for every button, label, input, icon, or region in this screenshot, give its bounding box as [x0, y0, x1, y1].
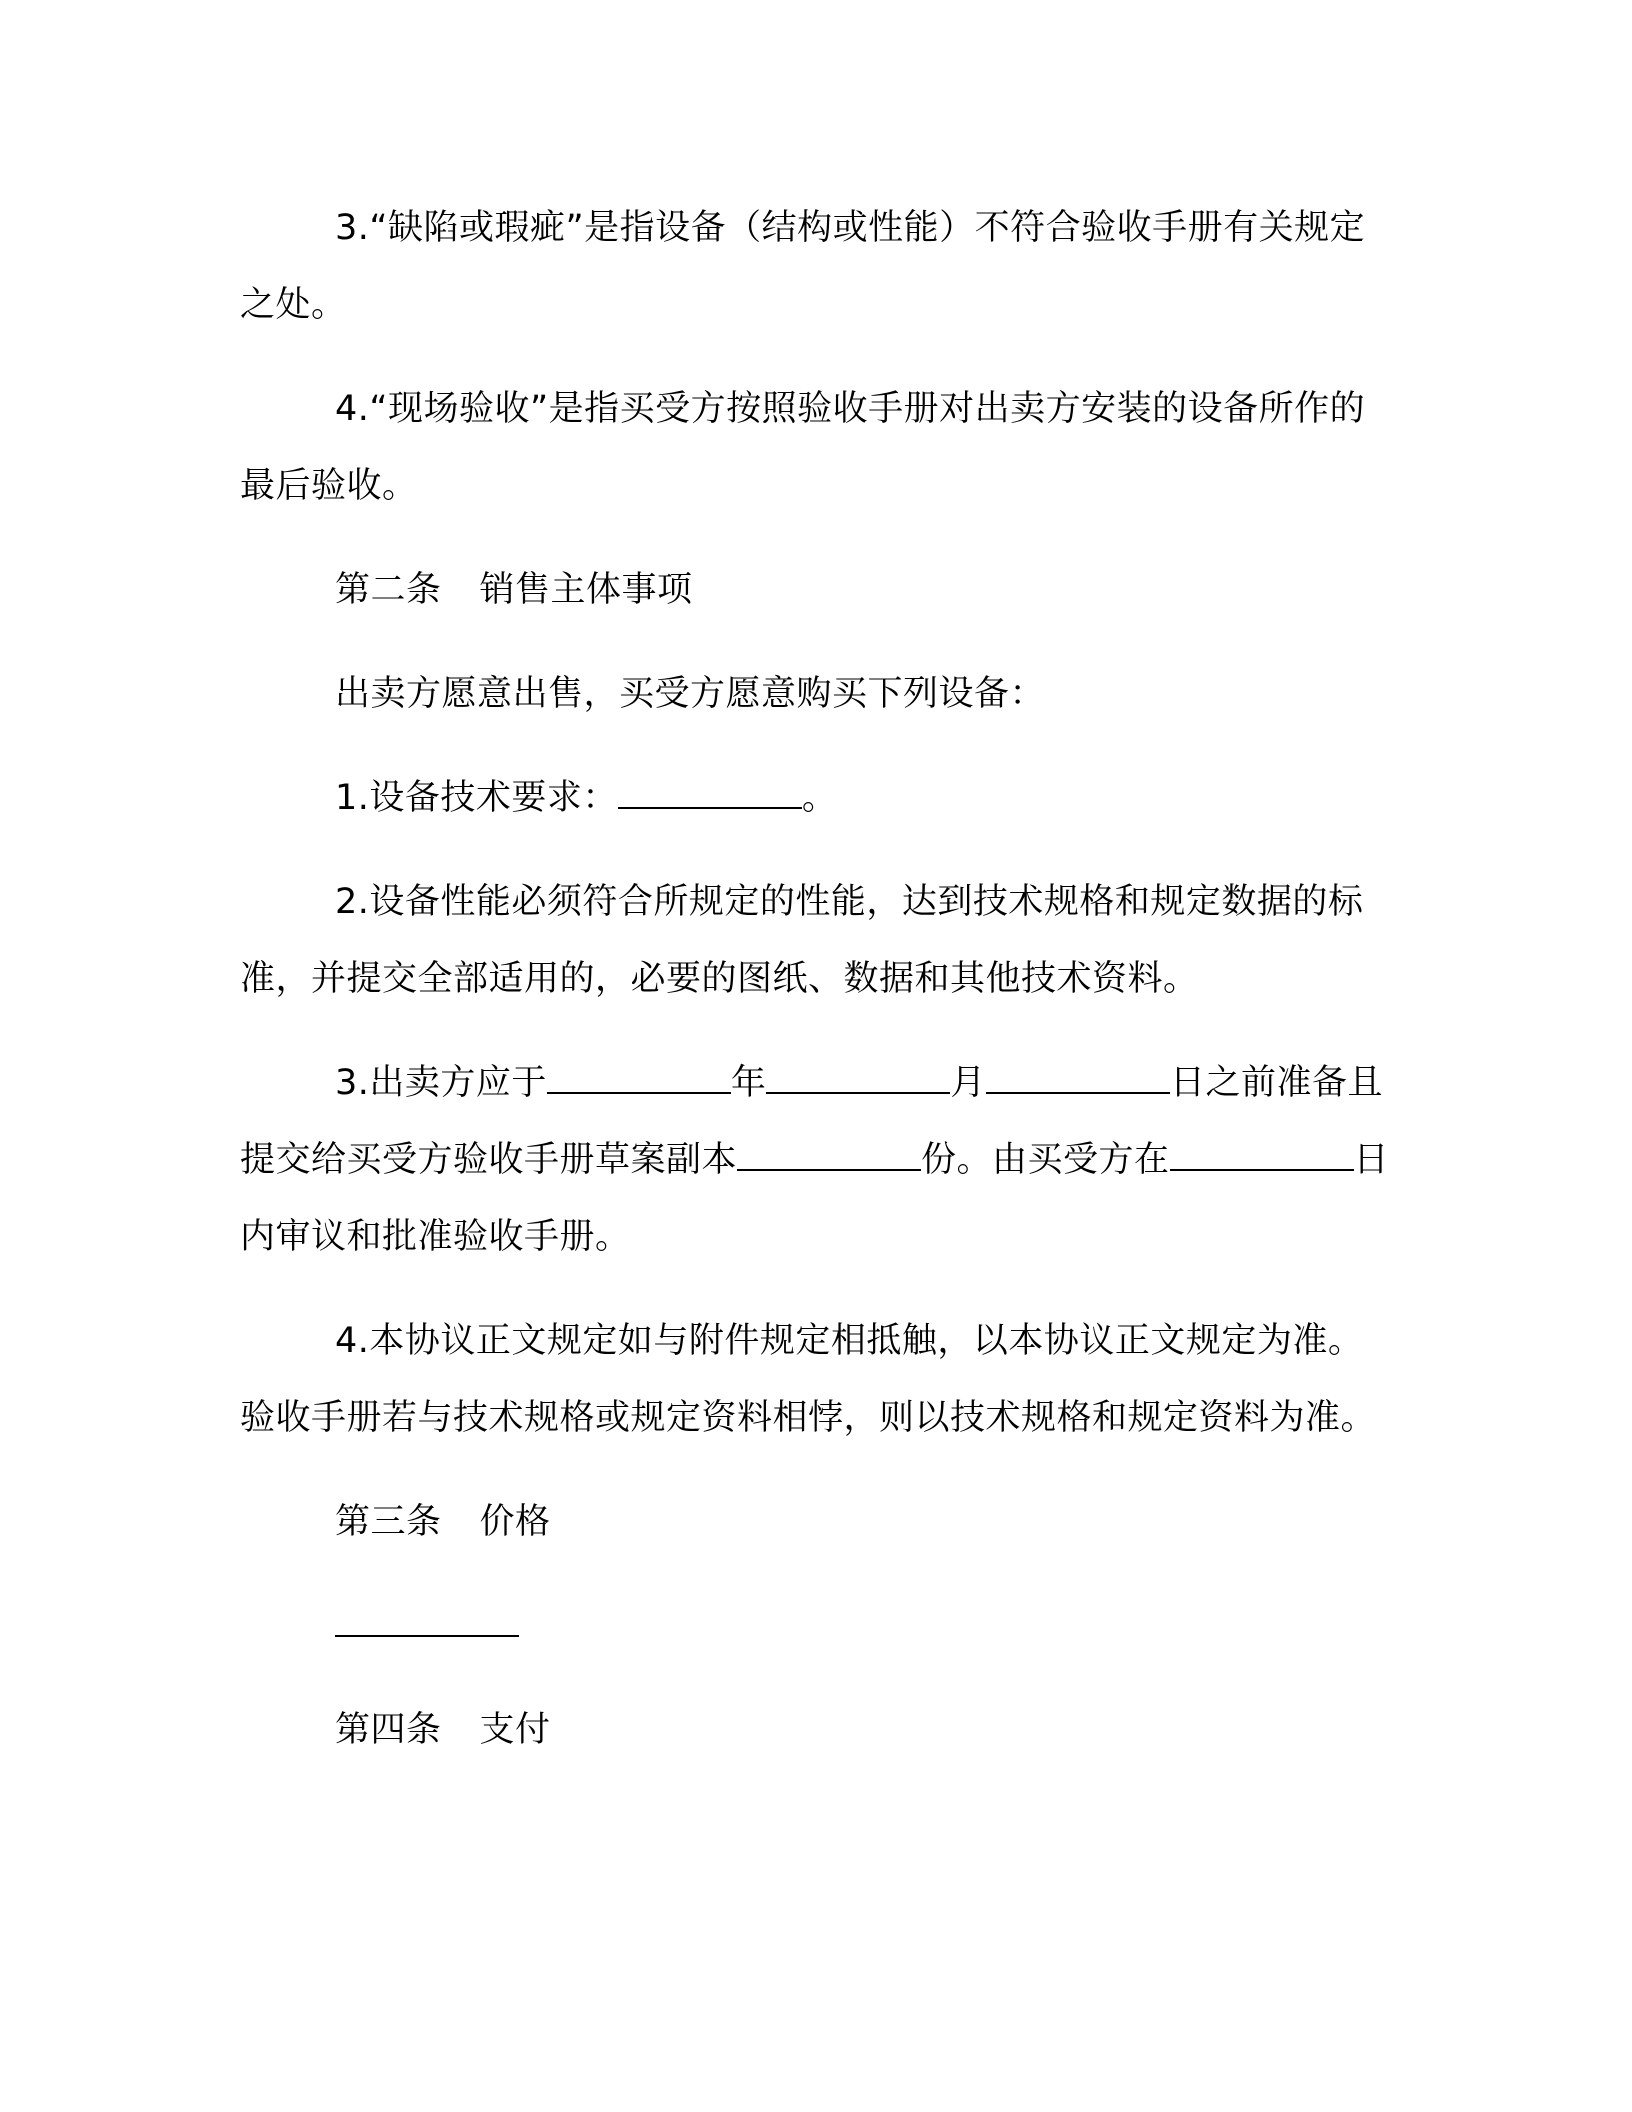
article-3-heading [240, 1484, 1390, 1561]
article-3-number: 第三条 [335, 1502, 442, 1542]
article-4-heading [240, 1692, 1390, 1769]
precedence-item: 4.本协议正文规定如与附件规定相抵触，以本协议正文规定为准。验收手册若与技术规格或规定资料相悖，则以技术规格和规定资料为准。 [240, 1321, 1377, 1438]
definition-site-acceptance: 4.“现场验收”是指买受方按照验收手册对出卖方安装的设备所作的最后验收。 [240, 389, 1366, 506]
manual-submission-item [240, 1045, 1390, 1276]
price-blank[interactable] [335, 1605, 519, 1637]
article-4-number: 第四条 [335, 1710, 442, 1750]
price-line [240, 1588, 1390, 1665]
tech-requirements-label: 1.设备技术要求： [335, 778, 618, 818]
manual-submission-text-d: 日之前准备且提交给买受方验收手册草案副本 [240, 1063, 1383, 1180]
article-3-title: 价格 [479, 1502, 551, 1542]
manual-submission-text-f: 日内审议和批准验收手册。 [240, 1140, 1390, 1257]
sale-intent-paragraph: 出卖方愿意出售，买受方愿意购买下列设备： [335, 674, 1046, 714]
performance-item: 2.设备性能必须符合所规定的性能，达到技术规格和规定数据的标准，并提交全部适用的，必要的图纸、数据和其他技术资料。 [240, 882, 1364, 999]
year-blank[interactable] [547, 1062, 731, 1094]
article-2-number: 第二条 [335, 570, 442, 610]
article-2-heading [240, 552, 1390, 629]
article-2-title: 销售主体事项 [479, 570, 693, 610]
tech-requirements-item [240, 760, 1390, 837]
manual-submission-text-a: 3.出卖方应于 [335, 1063, 547, 1103]
article-4-title: 支付 [479, 1710, 551, 1750]
day-blank[interactable] [986, 1062, 1170, 1094]
document-body [240, 190, 1390, 1796]
manual-submission-text-b: 年 [730, 1063, 767, 1103]
tech-requirements-blank[interactable] [618, 777, 802, 809]
review-days-blank[interactable] [1170, 1139, 1354, 1171]
copies-blank[interactable] [737, 1139, 921, 1171]
month-blank[interactable] [766, 1062, 950, 1094]
tech-requirements-end: 。 [801, 778, 838, 818]
definition-defect: 3.“缺陷或瑕疵”是指设备（结构或性能）不符合验收手册有关规定之处。 [240, 208, 1366, 325]
manual-submission-text-c: 月 [950, 1063, 986, 1103]
manual-submission-text-e: 份。由买受方在 [921, 1140, 1170, 1180]
